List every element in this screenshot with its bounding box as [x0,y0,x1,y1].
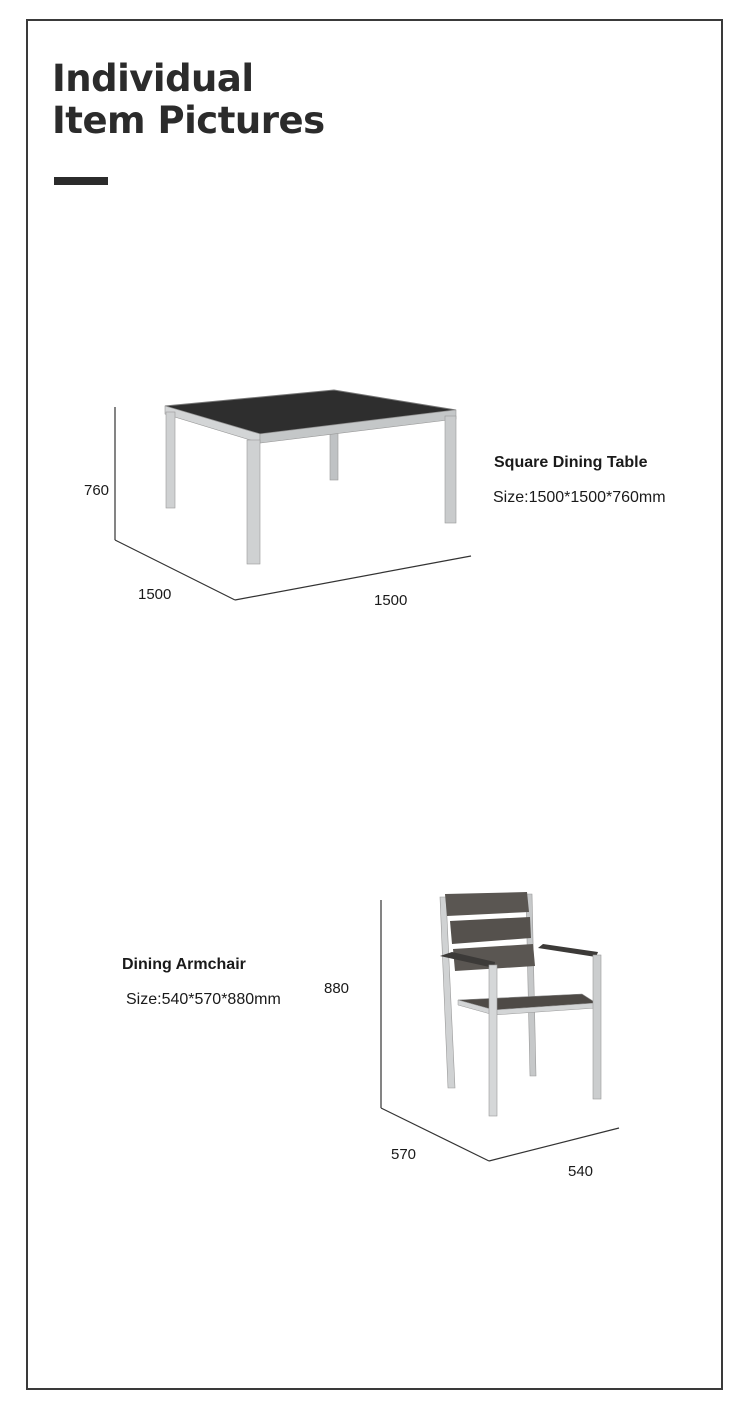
chair-height-label: 880 [324,980,350,997]
chair-width-label: 540 [568,1163,594,1180]
table-size: Size:1500*1500*760mm [493,489,666,506]
chair-name: Dining Armchair [122,956,246,973]
title-line-1: Individual [52,57,254,100]
table-height-label: 760 [84,482,110,499]
table-width-label: 1500 [374,592,408,609]
title-line-2: Item Pictures [52,99,325,142]
dining-armchair-image [440,892,601,1116]
chair-size: Size:540*570*880mm [126,991,281,1008]
table-name: Square Dining Table [494,454,648,471]
chair-depth-label: 570 [391,1146,417,1163]
square-dining-table-image [165,390,456,564]
table-depth-label: 1500 [138,586,172,603]
